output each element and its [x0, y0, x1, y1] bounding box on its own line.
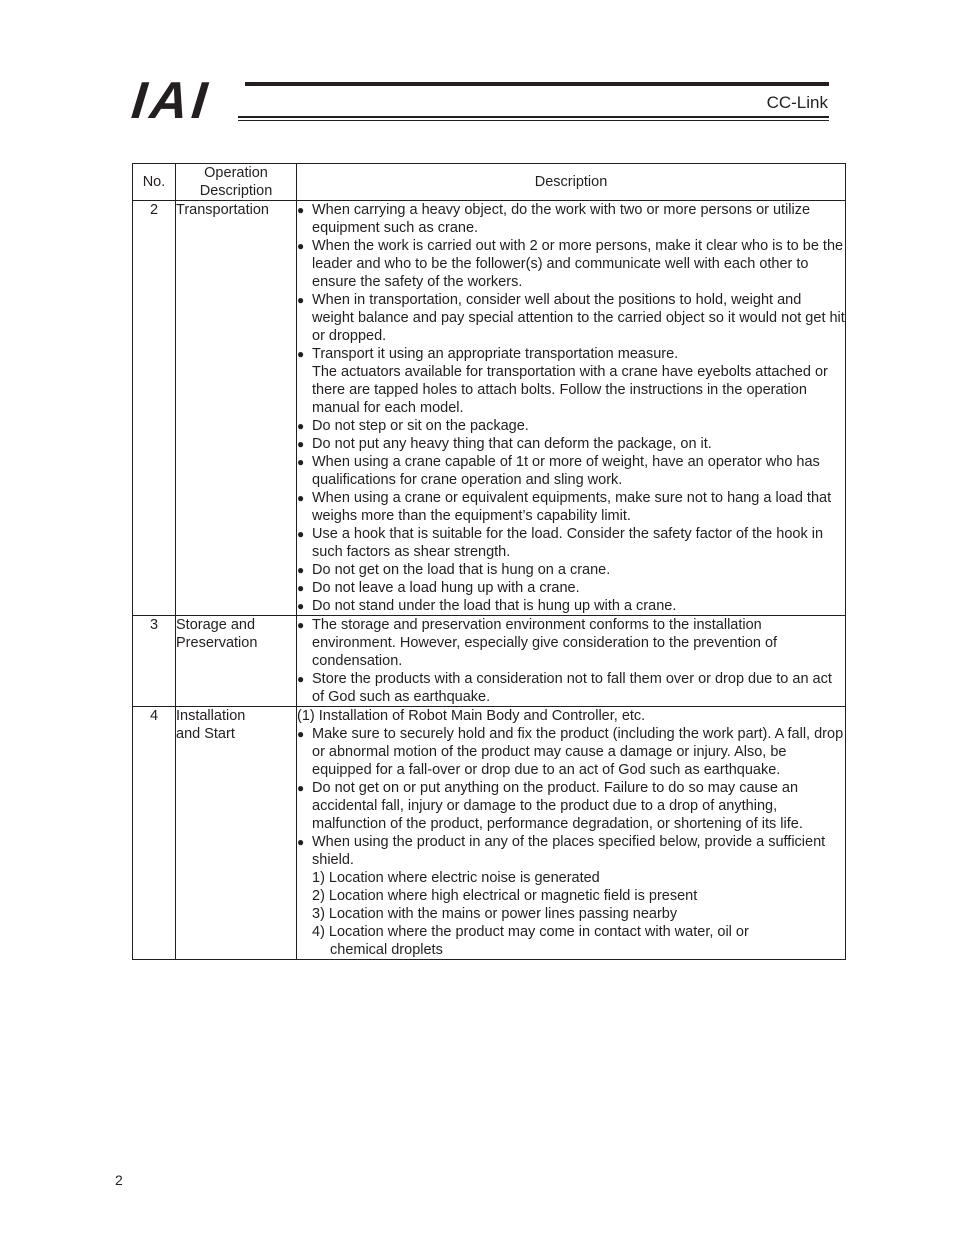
- table-header-row: [133, 164, 846, 201]
- bullet-item: ● Do not stand under the load that is hung up with a crane.: [297, 597, 845, 615]
- description-line: chemical droplets: [330, 942, 443, 958]
- row-number: 4: [133, 707, 176, 960]
- table-body: [133, 201, 846, 960]
- description-cell: [297, 201, 846, 616]
- description-line: 1) Location where electric noise is generated: [312, 870, 600, 886]
- operation-description: Installation and Start: [176, 707, 297, 960]
- iai-logo: IAI: [128, 72, 214, 130]
- bullet-item: ● Do not get on the load that is hung on a crane.: [297, 561, 845, 579]
- product-name: CC-Link: [766, 93, 828, 112]
- bullet-item: ● Do not step or sit on the package.: [297, 417, 845, 435]
- table-row: [133, 616, 846, 707]
- col-header-operation: Operation Description: [176, 164, 297, 201]
- safety-table: [132, 163, 846, 960]
- col-header-description: Description: [297, 164, 846, 201]
- bullet-item: ● Do not leave a load hung up with a crane.: [297, 579, 845, 597]
- page-number: 2: [115, 1172, 123, 1188]
- bullet-item: ● The storage and preservation environment conforms to the installation environment. However, especially give consideration to the prevention of condensation.: [297, 616, 845, 670]
- description-line: The actuators available for transportation with a crane have eyebolts attached or there are tapped holes to attach bolts. Follow the instructions in the operation manual for each model.: [312, 364, 828, 416]
- header-rule-lower-2: [238, 120, 829, 121]
- operation-description: Storage and Preservation: [176, 616, 297, 707]
- bullet-item: ● When using a crane capable of 1t or more of weight, have an operator who has qualifications for crane operation and sling work.: [297, 453, 845, 489]
- header-rule-lower: [238, 116, 829, 118]
- bullet-item: ● Transport it using an appropriate transportation measure.: [297, 345, 845, 363]
- bullet-item: ● Store the products with a consideration not to fall them over or drop due to an act of God such as earthquake.: [297, 670, 845, 706]
- table-row: [133, 707, 846, 960]
- table-row: [133, 201, 846, 616]
- description-line: 2) Location where high electrical or magnetic field is present: [312, 888, 698, 904]
- description-line: 3) Location with the mains or power lines passing nearby: [312, 906, 678, 922]
- operation-description: Transportation: [176, 201, 297, 616]
- row-number: 3: [133, 616, 176, 707]
- description-line: (1) Installation of Robot Main Body and Controller, etc.: [297, 708, 646, 724]
- bullet-item: ● When in transportation, consider well about the positions to hold, weight and weight balance and pay special attention to the carried object so it would not get hit or dropped.: [297, 291, 845, 345]
- header-rule: [245, 82, 829, 86]
- bullet-item: ● Do not put any heavy thing that can deform the package, on it.: [297, 435, 845, 453]
- description-line: 4) Location where the product may come in contact with water, oil or: [312, 924, 749, 940]
- bullet-item: ● Use a hook that is suitable for the load. Consider the safety factor of the hook in such factors as shear strength.: [297, 525, 845, 561]
- bullet-item: ● Do not get on or put anything on the product. Failure to do so may cause an accidental fall, injury or damage to the product due to a drop of anything, malfunction of the product, performance degradation, or shortening of its life.: [297, 779, 845, 833]
- bullet-item: ● When the work is carried out with 2 or more persons, make it clear who is to be the leader and who to be the follower(s) and communicate well with each other to ensure the safety of the workers.: [297, 237, 845, 291]
- bullet-item: ● When using a crane or equivalent equipments, make sure not to hang a load that weighs more than the equipment’s capability limit.: [297, 489, 845, 525]
- description-cell: [297, 616, 846, 707]
- bullet-item: ● When carrying a heavy object, do the work with two or more persons or utilize equipment such as crane.: [297, 201, 845, 237]
- row-number: 2: [133, 201, 176, 616]
- bullet-item: ● Make sure to securely hold and fix the product (including the work part). A fall, drop or abnormal motion of the product may cause a damage or injury. Also, be equipped for a fall-over or drop due to an act of God such as earthquake.: [297, 725, 845, 779]
- description-cell: [297, 707, 846, 960]
- col-header-no: No.: [133, 164, 176, 201]
- bullet-item: ● When using the product in any of the places specified below, provide a sufficient shield.: [297, 833, 845, 869]
